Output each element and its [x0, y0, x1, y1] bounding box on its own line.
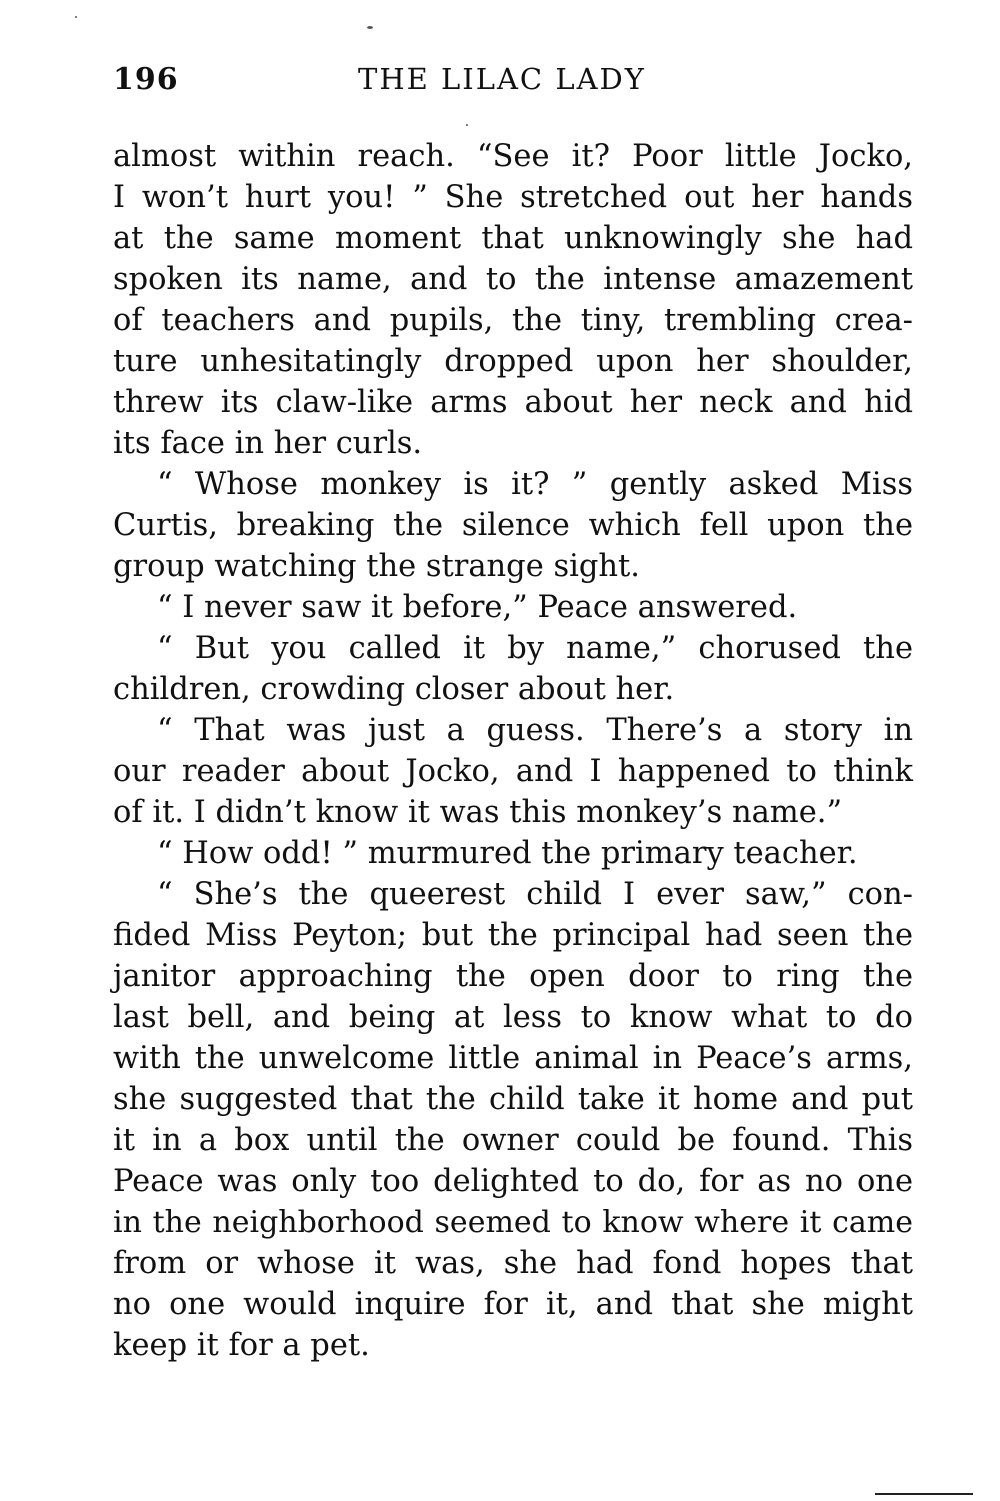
text-line: of teachers and pupils, the tiny, trembling crea- [113, 303, 913, 338]
text-line: with the unwelcome little animal in Peace’s arms, [113, 1041, 913, 1076]
running-title: THE LILAC LADY [358, 62, 646, 96]
text-line: almost within reach. “See it? Poor little Jocko, [113, 139, 913, 174]
page-header [113, 62, 913, 106]
text-line: at the same moment that unknowingly she had [113, 221, 913, 256]
text-line: Peace was only too delighted to do, for as no one [113, 1164, 913, 1199]
text-line: from or whose it was, she had fond hopes that [113, 1246, 913, 1281]
page-number: 196 [113, 62, 179, 97]
body-text [113, 136, 913, 1366]
text-line: janitor approaching the open door to ring the [113, 959, 913, 994]
text-line: “ How odd! ” murmured the primary teacher. [157, 836, 858, 871]
footer-rule [875, 1493, 973, 1495]
text-line: “ That was just a guess. There’s a story in [157, 713, 913, 748]
text-line: she suggested that the child take it home and put [113, 1082, 913, 1117]
text-line: threw its claw-like arms about her neck and hid [113, 385, 913, 420]
text-line: of it. I didn’t know it was this monkey’s name.” [113, 795, 843, 830]
text-line: Curtis, breaking the silence which fell upon the [113, 508, 913, 543]
text-line: it in a box until the owner could be found. This [113, 1123, 913, 1158]
text-line: “ I never saw it before,” Peace answered. [157, 590, 798, 625]
text-line: our reader about Jocko, and I happened to think [113, 754, 913, 789]
text-line: group watching the strange sight. [113, 549, 640, 584]
text-line: ture unhesitatingly dropped upon her shoulder, [113, 344, 913, 379]
text-line: its face in her curls. [113, 426, 423, 461]
print-speck [75, 16, 77, 18]
print-speck [466, 124, 468, 126]
text-line: keep it for a pet. [113, 1328, 370, 1363]
text-line: “ But you called it by name,” chorused the [157, 631, 913, 666]
text-line: I won’t hurt you! ” She stretched out her hands [113, 180, 913, 215]
text-line: in the neighborhood seemed to know where it came [113, 1205, 913, 1240]
text-line: spoken its name, and to the intense amazement [113, 262, 913, 297]
text-line: last bell, and being at less to know what to do [113, 1000, 913, 1035]
print-speck [367, 26, 373, 29]
text-line: fided Miss Peyton; but the principal had seen the [113, 918, 913, 953]
text-line: children, crowding closer about her. [113, 672, 675, 707]
text-line: “ Whose monkey is it? ” gently asked Miss [157, 467, 913, 502]
text-line: “ She’s the queerest child I ever saw,” con- [157, 877, 913, 912]
text-line: no one would inquire for it, and that she might [113, 1287, 913, 1322]
